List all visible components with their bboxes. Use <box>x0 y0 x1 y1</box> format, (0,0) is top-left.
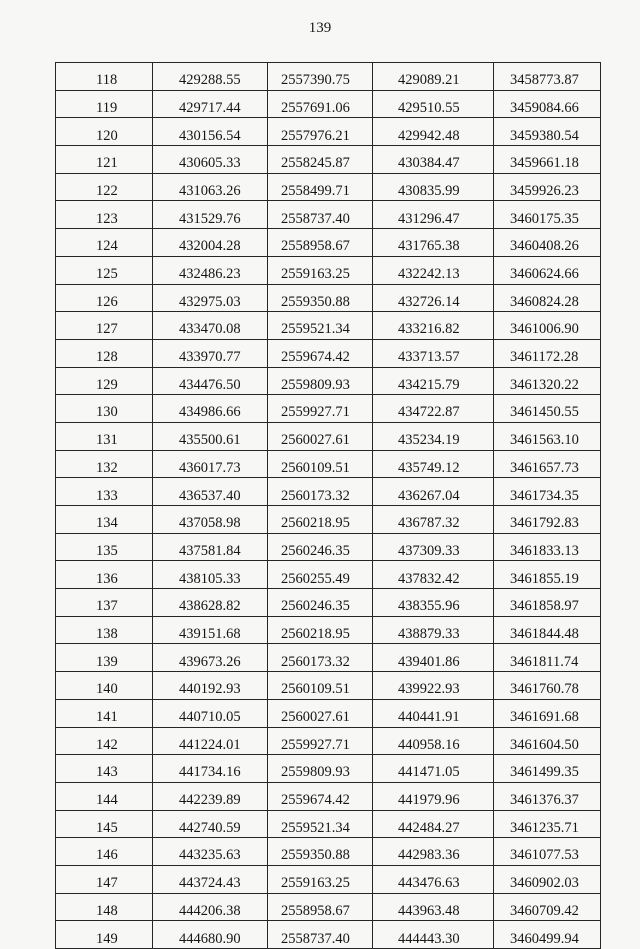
x2-cell: 439401.86 <box>373 644 494 672</box>
y1-cell: 2559350.88 <box>268 838 373 866</box>
x2-cell: 436787.32 <box>373 506 494 534</box>
y1-cell: 2560218.95 <box>268 616 373 644</box>
x2-cell: 442484.27 <box>373 810 494 838</box>
x2-cell: 432242.13 <box>373 256 494 284</box>
coordinate-table <box>55 62 601 949</box>
table-row <box>56 201 601 229</box>
x1-cell: 437581.84 <box>153 533 268 561</box>
point-number-cell: 146 <box>56 838 153 866</box>
point-number-cell: 137 <box>56 589 153 617</box>
y1-cell: 2559163.25 <box>268 256 373 284</box>
x2-cell: 435234.19 <box>373 422 494 450</box>
y1-cell: 2558499.71 <box>268 173 373 201</box>
point-number-cell: 144 <box>56 782 153 810</box>
x2-cell: 431296.47 <box>373 201 494 229</box>
y1-cell: 2560109.51 <box>268 672 373 700</box>
y1-cell: 2560173.32 <box>268 478 373 506</box>
point-number-cell: 149 <box>56 921 153 949</box>
y1-cell: 2560246.35 <box>268 589 373 617</box>
y1-cell: 2557691.06 <box>268 90 373 118</box>
point-number-cell: 126 <box>56 284 153 312</box>
point-number-cell: 143 <box>56 755 153 783</box>
table-row <box>56 727 601 755</box>
x1-cell: 438105.33 <box>153 561 268 589</box>
y1-cell: 2559163.25 <box>268 865 373 893</box>
table-row <box>56 699 601 727</box>
table-row <box>56 284 601 312</box>
y2-cell: 3458773.87 <box>494 63 601 91</box>
x1-cell: 444680.90 <box>153 921 268 949</box>
point-number-cell: 134 <box>56 506 153 534</box>
y1-cell: 2559927.71 <box>268 727 373 755</box>
y2-cell: 3461858.97 <box>494 589 601 617</box>
table-row <box>56 90 601 118</box>
table-row <box>56 367 601 395</box>
table-row <box>56 782 601 810</box>
x1-cell: 433470.08 <box>153 312 268 340</box>
x1-cell: 440710.05 <box>153 699 268 727</box>
x2-cell: 438879.33 <box>373 616 494 644</box>
point-number-cell: 125 <box>56 256 153 284</box>
table-row <box>56 810 601 838</box>
y2-cell: 3459926.23 <box>494 173 601 201</box>
y1-cell: 2559927.71 <box>268 395 373 423</box>
x1-cell: 443724.43 <box>153 865 268 893</box>
y2-cell: 3461376.37 <box>494 782 601 810</box>
x1-cell: 442239.89 <box>153 782 268 810</box>
y2-cell: 3461855.19 <box>494 561 601 589</box>
x2-cell: 437309.33 <box>373 533 494 561</box>
point-number-cell: 136 <box>56 561 153 589</box>
y2-cell: 3459084.66 <box>494 90 601 118</box>
point-number-cell: 133 <box>56 478 153 506</box>
y1-cell: 2559521.34 <box>268 312 373 340</box>
point-number-cell: 121 <box>56 146 153 174</box>
y1-cell: 2558737.40 <box>268 201 373 229</box>
y1-cell: 2560173.32 <box>268 644 373 672</box>
table-row <box>56 644 601 672</box>
point-number-cell: 122 <box>56 173 153 201</box>
point-number-cell: 123 <box>56 201 153 229</box>
y1-cell: 2558958.67 <box>268 229 373 257</box>
y1-cell: 2558245.87 <box>268 146 373 174</box>
point-number-cell: 131 <box>56 422 153 450</box>
x1-cell: 434986.66 <box>153 395 268 423</box>
table-row <box>56 63 601 91</box>
x1-cell: 443235.63 <box>153 838 268 866</box>
x2-cell: 435749.12 <box>373 450 494 478</box>
y2-cell: 3461760.78 <box>494 672 601 700</box>
x2-cell: 440441.91 <box>373 699 494 727</box>
x1-cell: 436537.40 <box>153 478 268 506</box>
table-row <box>56 146 601 174</box>
page-number: 139 <box>308 20 332 36</box>
y2-cell: 3461691.68 <box>494 699 601 727</box>
point-number-cell: 142 <box>56 727 153 755</box>
table-row <box>56 450 601 478</box>
point-number-cell: 119 <box>56 90 153 118</box>
x1-cell: 429717.44 <box>153 90 268 118</box>
y1-cell: 2559809.93 <box>268 755 373 783</box>
x1-cell: 435500.61 <box>153 422 268 450</box>
x1-cell: 444206.38 <box>153 893 268 921</box>
x1-cell: 430156.54 <box>153 118 268 146</box>
point-number-cell: 120 <box>56 118 153 146</box>
y2-cell: 3460408.26 <box>494 229 601 257</box>
y2-cell: 3461499.35 <box>494 755 601 783</box>
y1-cell: 2560027.61 <box>268 422 373 450</box>
point-number-cell: 140 <box>56 672 153 700</box>
y2-cell: 3460902.03 <box>494 865 601 893</box>
x2-cell: 429510.55 <box>373 90 494 118</box>
table-row <box>56 561 601 589</box>
x2-cell: 436267.04 <box>373 478 494 506</box>
y2-cell: 3461450.55 <box>494 395 601 423</box>
table-row <box>56 478 601 506</box>
x1-cell: 434476.50 <box>153 367 268 395</box>
y1-cell: 2560246.35 <box>268 533 373 561</box>
y1-cell: 2558737.40 <box>268 921 373 949</box>
y2-cell: 3461811.74 <box>494 644 601 672</box>
point-number-cell: 135 <box>56 533 153 561</box>
y2-cell: 3461320.22 <box>494 367 601 395</box>
point-number-cell: 147 <box>56 865 153 893</box>
x2-cell: 434722.87 <box>373 395 494 423</box>
y2-cell: 3461657.73 <box>494 450 601 478</box>
table-row <box>56 173 601 201</box>
y1-cell: 2557976.21 <box>268 118 373 146</box>
table-row <box>56 921 601 949</box>
table-row <box>56 339 601 367</box>
y2-cell: 3460709.42 <box>494 893 601 921</box>
table-row <box>56 312 601 340</box>
y2-cell: 3460175.35 <box>494 201 601 229</box>
y2-cell: 3460499.94 <box>494 921 601 949</box>
y1-cell: 2560255.49 <box>268 561 373 589</box>
x1-cell: 429288.55 <box>153 63 268 91</box>
x2-cell: 438355.96 <box>373 589 494 617</box>
table-row <box>56 893 601 921</box>
y2-cell: 3461172.28 <box>494 339 601 367</box>
y2-cell: 3461006.90 <box>494 312 601 340</box>
point-number-cell: 130 <box>56 395 153 423</box>
y2-cell: 3461077.53 <box>494 838 601 866</box>
x1-cell: 436017.73 <box>153 450 268 478</box>
y2-cell: 3461235.71 <box>494 810 601 838</box>
table-row <box>56 256 601 284</box>
point-number-cell: 139 <box>56 644 153 672</box>
x2-cell: 429942.48 <box>373 118 494 146</box>
x1-cell: 441224.01 <box>153 727 268 755</box>
x2-cell: 443476.63 <box>373 865 494 893</box>
x2-cell: 441471.05 <box>373 755 494 783</box>
y2-cell: 3459661.18 <box>494 146 601 174</box>
y2-cell: 3461563.10 <box>494 422 601 450</box>
table-row <box>56 229 601 257</box>
x1-cell: 438628.82 <box>153 589 268 617</box>
y1-cell: 2560218.95 <box>268 506 373 534</box>
y2-cell: 3461792.83 <box>494 506 601 534</box>
point-number-cell: 128 <box>56 339 153 367</box>
table-row <box>56 118 601 146</box>
x2-cell: 439922.93 <box>373 672 494 700</box>
x2-cell: 441979.96 <box>373 782 494 810</box>
x1-cell: 439673.26 <box>153 644 268 672</box>
table-row <box>56 533 601 561</box>
x2-cell: 432726.14 <box>373 284 494 312</box>
x1-cell: 432004.28 <box>153 229 268 257</box>
x1-cell: 437058.98 <box>153 506 268 534</box>
table-row <box>56 838 601 866</box>
point-number-cell: 118 <box>56 63 153 91</box>
y2-cell: 3461844.48 <box>494 616 601 644</box>
point-number-cell: 132 <box>56 450 153 478</box>
y1-cell: 2559350.88 <box>268 284 373 312</box>
point-number-cell: 124 <box>56 229 153 257</box>
table-row <box>56 865 601 893</box>
x2-cell: 430384.47 <box>373 146 494 174</box>
y2-cell: 3460824.28 <box>494 284 601 312</box>
y2-cell: 3460624.66 <box>494 256 601 284</box>
y1-cell: 2558958.67 <box>268 893 373 921</box>
table-row <box>56 395 601 423</box>
y2-cell: 3461833.13 <box>494 533 601 561</box>
x1-cell: 430605.33 <box>153 146 268 174</box>
x2-cell: 433216.82 <box>373 312 494 340</box>
table-row <box>56 589 601 617</box>
point-number-cell: 141 <box>56 699 153 727</box>
x1-cell: 442740.59 <box>153 810 268 838</box>
table-row <box>56 672 601 700</box>
table-body <box>56 63 601 949</box>
x2-cell: 437832.42 <box>373 561 494 589</box>
table-row <box>56 755 601 783</box>
y1-cell: 2557390.75 <box>268 63 373 91</box>
x2-cell: 430835.99 <box>373 173 494 201</box>
x1-cell: 439151.68 <box>153 616 268 644</box>
y2-cell: 3461604.50 <box>494 727 601 755</box>
x2-cell: 444443.30 <box>373 921 494 949</box>
point-number-cell: 138 <box>56 616 153 644</box>
point-number-cell: 148 <box>56 893 153 921</box>
x2-cell: 431765.38 <box>373 229 494 257</box>
y1-cell: 2559674.42 <box>268 782 373 810</box>
x1-cell: 432975.03 <box>153 284 268 312</box>
y1-cell: 2559674.42 <box>268 339 373 367</box>
x2-cell: 443963.48 <box>373 893 494 921</box>
y1-cell: 2559521.34 <box>268 810 373 838</box>
x1-cell: 432486.23 <box>153 256 268 284</box>
x2-cell: 434215.79 <box>373 367 494 395</box>
x1-cell: 431063.26 <box>153 173 268 201</box>
table-row <box>56 616 601 644</box>
x1-cell: 440192.93 <box>153 672 268 700</box>
x2-cell: 440958.16 <box>373 727 494 755</box>
x2-cell: 429089.21 <box>373 63 494 91</box>
y2-cell: 3459380.54 <box>494 118 601 146</box>
point-number-cell: 145 <box>56 810 153 838</box>
x2-cell: 442983.36 <box>373 838 494 866</box>
x1-cell: 441734.16 <box>153 755 268 783</box>
x2-cell: 433713.57 <box>373 339 494 367</box>
table-row <box>56 506 601 534</box>
y1-cell: 2560027.61 <box>268 699 373 727</box>
y2-cell: 3461734.35 <box>494 478 601 506</box>
y1-cell: 2559809.93 <box>268 367 373 395</box>
x1-cell: 431529.76 <box>153 201 268 229</box>
point-number-cell: 129 <box>56 367 153 395</box>
table-row <box>56 422 601 450</box>
point-number-cell: 127 <box>56 312 153 340</box>
y1-cell: 2560109.51 <box>268 450 373 478</box>
x1-cell: 433970.77 <box>153 339 268 367</box>
